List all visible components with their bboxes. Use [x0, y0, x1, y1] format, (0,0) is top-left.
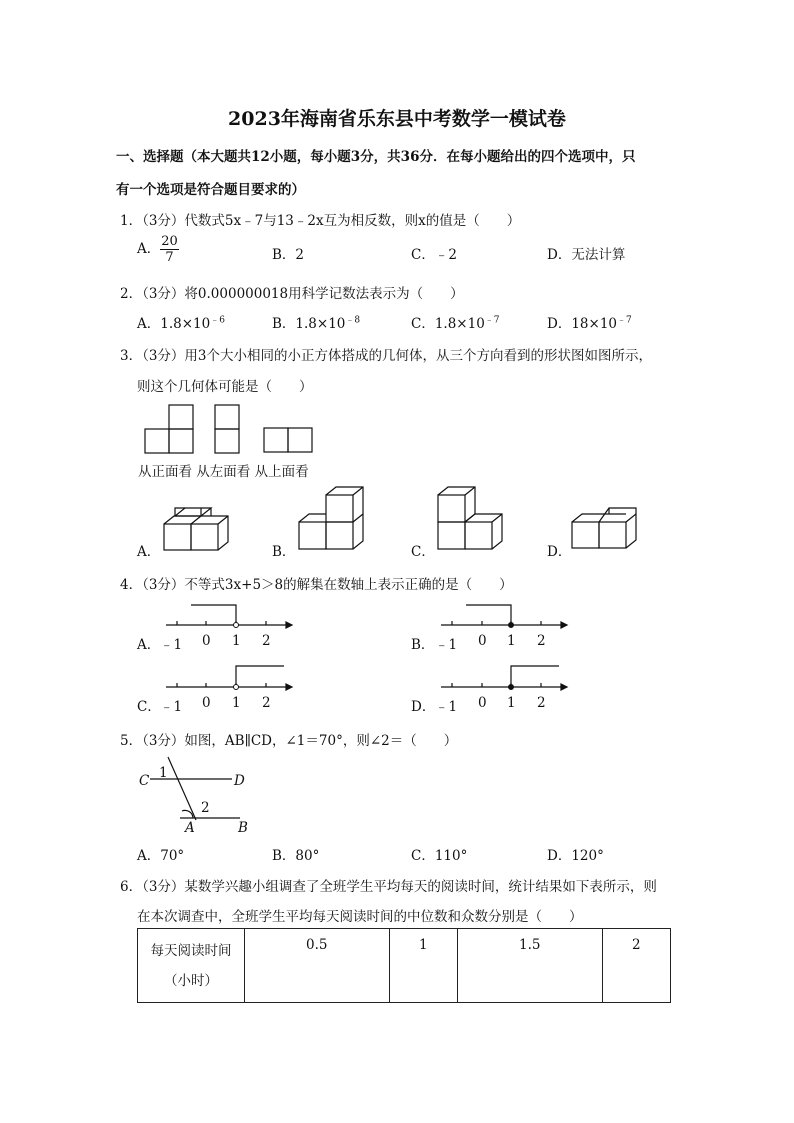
- table-header-line2: （小时）: [164, 972, 218, 989]
- q4-option-c-label: C．: [137, 699, 161, 715]
- q5-label-c: C: [139, 773, 150, 789]
- q2-option-c-base: C．1.8×10: [411, 316, 485, 332]
- q2-option-d-base: D．18×10: [547, 316, 617, 332]
- q3-option-b-label: B．: [272, 544, 296, 560]
- q5-label-b: B: [238, 820, 248, 836]
- q4-b-tick-1: 1: [507, 633, 516, 649]
- q2-option-d-exponent: ﹣7: [617, 315, 632, 326]
- q2-option-a-exponent: ﹣6: [210, 315, 225, 326]
- q5-label-a: A: [185, 820, 195, 836]
- page-title: 2023年海南省乐东县中考数学一模试卷: [228, 108, 566, 130]
- q6-stem-line1: 6．（3分）某数学兴趣小组调查了全班学生平均每天的阅读时间，统计结果如下表所示，则: [120, 879, 657, 895]
- q2-option-a-base: A．1.8×10: [137, 316, 211, 332]
- table-cell-1: 1: [389, 929, 457, 1003]
- q5-option-b: B．80°: [272, 848, 320, 864]
- q4-c-tick-0: 0: [202, 695, 211, 711]
- section-header-line2: 有一个选项是符合题目要求的）: [116, 182, 305, 198]
- q1-option-b: B．2: [272, 247, 305, 263]
- table-header-line1: 每天阅读时间: [150, 942, 232, 959]
- q3-stem-line1: 3．（3分）用3个大小相同的小正方体搭成的几何体，从三个方向看到的形状图如图所示，: [120, 348, 653, 364]
- q5-option-c: C．110°: [411, 848, 468, 864]
- q5-stem: 5．（3分）如图，AB∥CD，∠1＝70°，则∠2＝（ ）: [120, 733, 458, 749]
- q4-a-tick-neg1: ﹣1: [160, 637, 183, 653]
- q4-d-tick-1: 1: [507, 695, 516, 711]
- q1-option-c: C．﹣2: [411, 247, 457, 263]
- q5-label-d: D: [234, 773, 245, 789]
- q5-option-d: D．120°: [547, 848, 604, 864]
- q4-b-tick-2: 2: [537, 633, 546, 649]
- q5-option-a: A．70°: [137, 848, 185, 864]
- q4-d-tick-neg1: ﹣1: [435, 699, 458, 715]
- q1-option-a-label: A．: [137, 241, 161, 257]
- table-header-cell: [138, 929, 245, 1003]
- q3-option-c-label: C．: [411, 544, 435, 560]
- q4-option-d-label: D．: [411, 699, 436, 715]
- q3-view-labels: 从正面看 从左面看 从上面看: [138, 464, 309, 480]
- q3-option-a-label: A．: [137, 544, 161, 560]
- q2-option-c-exponent: ﹣7: [484, 315, 500, 326]
- q4-stem: 4．（3分）不等式3x+5＞8的解集在数轴上表示正确的是（ ）: [120, 577, 513, 593]
- q4-c-tick-neg1: ﹣1: [160, 699, 183, 715]
- reading-time-table: [137, 928, 671, 1003]
- q5-label-1: 1: [159, 765, 168, 781]
- table-cell-2: 2: [602, 929, 670, 1003]
- angle-2-arc: [182, 810, 193, 818]
- q4-c-tick-1: 1: [232, 695, 241, 711]
- q6-stem-line2: 在本次调查中，全班学生平均每天阅读时间的中位数和众数分别是（ ）: [137, 909, 583, 925]
- q4-c-tick-2: 2: [262, 695, 271, 711]
- q4-option-a-label: A．: [137, 637, 161, 653]
- q4-a-tick-2: 2: [262, 633, 271, 649]
- q1-stem: 1．（3分）代数式5x﹣7与13﹣2x互为相反数，则x的值是（ ）: [120, 213, 521, 229]
- q4-option-b-label: B．: [411, 637, 435, 653]
- q1-option-d: D．无法计算: [547, 247, 626, 263]
- q3-stem-line2: 则这个几何体可能是（ ）: [137, 379, 313, 395]
- table-cell-0.5: 0.5: [245, 929, 390, 1003]
- q2-option-b-base: B．1.8×10: [272, 316, 346, 332]
- q1-fraction-denominator: 7: [165, 250, 174, 265]
- table-row: [138, 929, 671, 1003]
- q3-option-d-label: D．: [547, 544, 572, 560]
- q4-d-tick-2: 2: [537, 695, 546, 711]
- q4-a-tick-1: 1: [232, 633, 241, 649]
- q5-label-2: 2: [201, 800, 210, 816]
- q4-b-tick-0: 0: [478, 633, 487, 649]
- q4-b-tick-neg1: ﹣1: [435, 637, 458, 653]
- section-header-line1: 一、选择题（本大题共12小题，每小题3分，共36分．在每小题给出的四个选项中，只: [116, 149, 636, 165]
- table-cell-1.5: 1.5: [457, 929, 602, 1003]
- q1-fraction-numerator: 20: [161, 234, 178, 249]
- q4-a-tick-0: 0: [202, 633, 211, 649]
- q4-d-tick-0: 0: [478, 695, 487, 711]
- q2-stem: 2．（3分）将0.000000018用科学记数法表示为（ ）: [120, 286, 464, 302]
- q2-option-b-exponent: ﹣8: [345, 315, 361, 326]
